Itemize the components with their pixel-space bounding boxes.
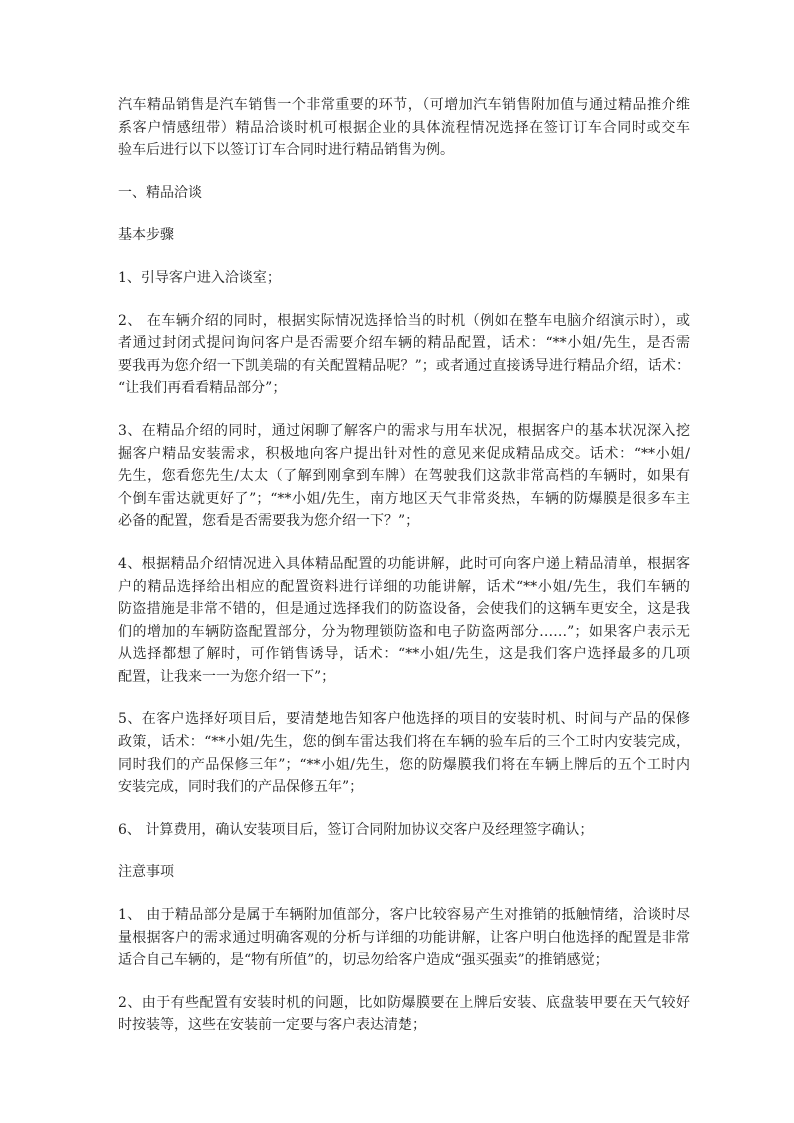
text-line: 必备的配置，您看是否需要我为您介绍一下？”； bbox=[118, 513, 420, 530]
text-line: 验车后进行以下以签订订车合同时进行精品销售为例。 bbox=[118, 142, 454, 159]
text-line: 基本步骤 bbox=[118, 227, 174, 244]
text-line: 先生，您看您先生/太太（了解到刚拿到车牌）在驾驶我们这款非常高档的车辆时，如果有 bbox=[118, 468, 690, 485]
text-line: 一、精品洽谈 bbox=[118, 184, 202, 201]
text-line: 户的精品选择给出相应的配置资料进行详细的功能讲解，话术“**小姐/先生，我们车辆的 bbox=[118, 578, 690, 595]
text-line: 个倒车雷达就更好了”；“**小姐/先生，南方地区天气非常炎热，车辆的防爆膜是很多车主 bbox=[118, 490, 690, 507]
paragraph bbox=[118, 708, 690, 798]
paragraph bbox=[118, 420, 690, 533]
text-line: 1、 由于精品部分是属于车辆附加值部分，客户比较容易产生对推销的抵触情绪，洽谈时尽 bbox=[118, 907, 690, 924]
text-line: 2、 在车辆介绍的同时，根据实际情况选择恰当的时机（例如在整车电脑介绍演示时），或 bbox=[118, 312, 690, 329]
text-line: 要我再为您介绍一下凯美瑞的有关配置精品呢？”；或者通过直接诱导进行精品介绍，话术： bbox=[118, 357, 690, 374]
text-line: 3、在精品介绍的同时，通过闲聊了解客户的需求与用车状况，根据客户的基本状况深入挖 bbox=[118, 422, 690, 439]
paragraph bbox=[118, 861, 690, 884]
document-body bbox=[118, 94, 690, 1057]
paragraph bbox=[118, 819, 690, 842]
text-line: 防盗措施是非常不错的，但是通过选择我们的防盗设备，会使我们的这辆车更安全，这是我 bbox=[118, 601, 690, 618]
paragraph bbox=[118, 267, 690, 290]
text-line: 量根据客户的需求通过明确客观的分析与详细的功能讲解，让客户明白他选择的配置是非常 bbox=[118, 929, 690, 946]
text-line: 汽车精品销售是汽车销售一个非常重要的环节，（可增加汽车销售附加值与通过精品推介维 bbox=[118, 97, 690, 113]
text-line: 5、在客户选择好项目后，要清楚地告知客户他选择的项目的安装时机、时间与产品的保修 bbox=[118, 711, 690, 728]
text-line: 政策，话术：“**小姐/先生，您的倒车雷达我们将在车辆的验车后的三个工时内安装完成， bbox=[118, 734, 690, 751]
text-line: 系客户情感纽带）精品洽谈时机可根据企业的具体流程情况选择在签订订车合同时或交车 bbox=[118, 119, 690, 136]
text-line: 2、由于有些配置有安装时机的问题，比如防爆膜要在上牌后安装、底盘装甲要在天气较好 bbox=[118, 994, 690, 1011]
text-line: 时按装等，这些在安装前一定要与客户表达清楚； bbox=[118, 1017, 426, 1034]
paragraph bbox=[118, 310, 690, 400]
paragraph bbox=[118, 992, 690, 1037]
text-line: 者通过封闭式提问询问客户是否需要介绍车辆的精品配置，话术：“**小姐/先生，是否需 bbox=[118, 335, 690, 352]
paragraph bbox=[118, 904, 690, 972]
text-line: 4、根据精品介绍情况进入具体精品配置的功能讲解，此时可向客户递上精品清单，根据客 bbox=[118, 555, 690, 572]
text-line: 掘客户精品安装需求，积极地向客户提出针对性的意见来促成精品成交。话术：“**小姐/ bbox=[118, 445, 690, 462]
text-line: 注意事项 bbox=[118, 864, 174, 881]
text-line: 从选择都想了解时，可作销售诱导，话术：“**小姐/先生，这是我们客户选择最多的几项 bbox=[118, 646, 690, 663]
paragraph bbox=[118, 182, 690, 205]
paragraph bbox=[118, 94, 690, 162]
text-line: 们的增加的车辆防盗配置部分，分为物理锁防盗和电子防盗两部分……”；如果客户表示无 bbox=[118, 623, 690, 640]
text-line: 安装完成，同时我们的产品保修五年”； bbox=[118, 779, 364, 796]
text-line: 同时我们的产品保修三年”；“**小姐/先生，您的防爆膜我们将在车辆上牌后的五个工时内 bbox=[118, 756, 690, 773]
paragraph bbox=[118, 224, 690, 247]
paragraph bbox=[118, 553, 690, 689]
text-line: 适合自己车辆的，是“物有所值”的，切忌勿给客户造成“强买强卖”的推销感觉； bbox=[118, 952, 609, 969]
text-line: 配置，让我来一一为您介绍一下”； bbox=[118, 668, 336, 685]
text-line: 1、引导客户进入洽谈室； bbox=[118, 269, 281, 286]
text-line: 6、 计算费用，确认安装项目后，签订合同附加协议交客户及经理签字确认； bbox=[118, 821, 594, 838]
text-line: “让我们再看看精品部分”； bbox=[118, 380, 287, 397]
